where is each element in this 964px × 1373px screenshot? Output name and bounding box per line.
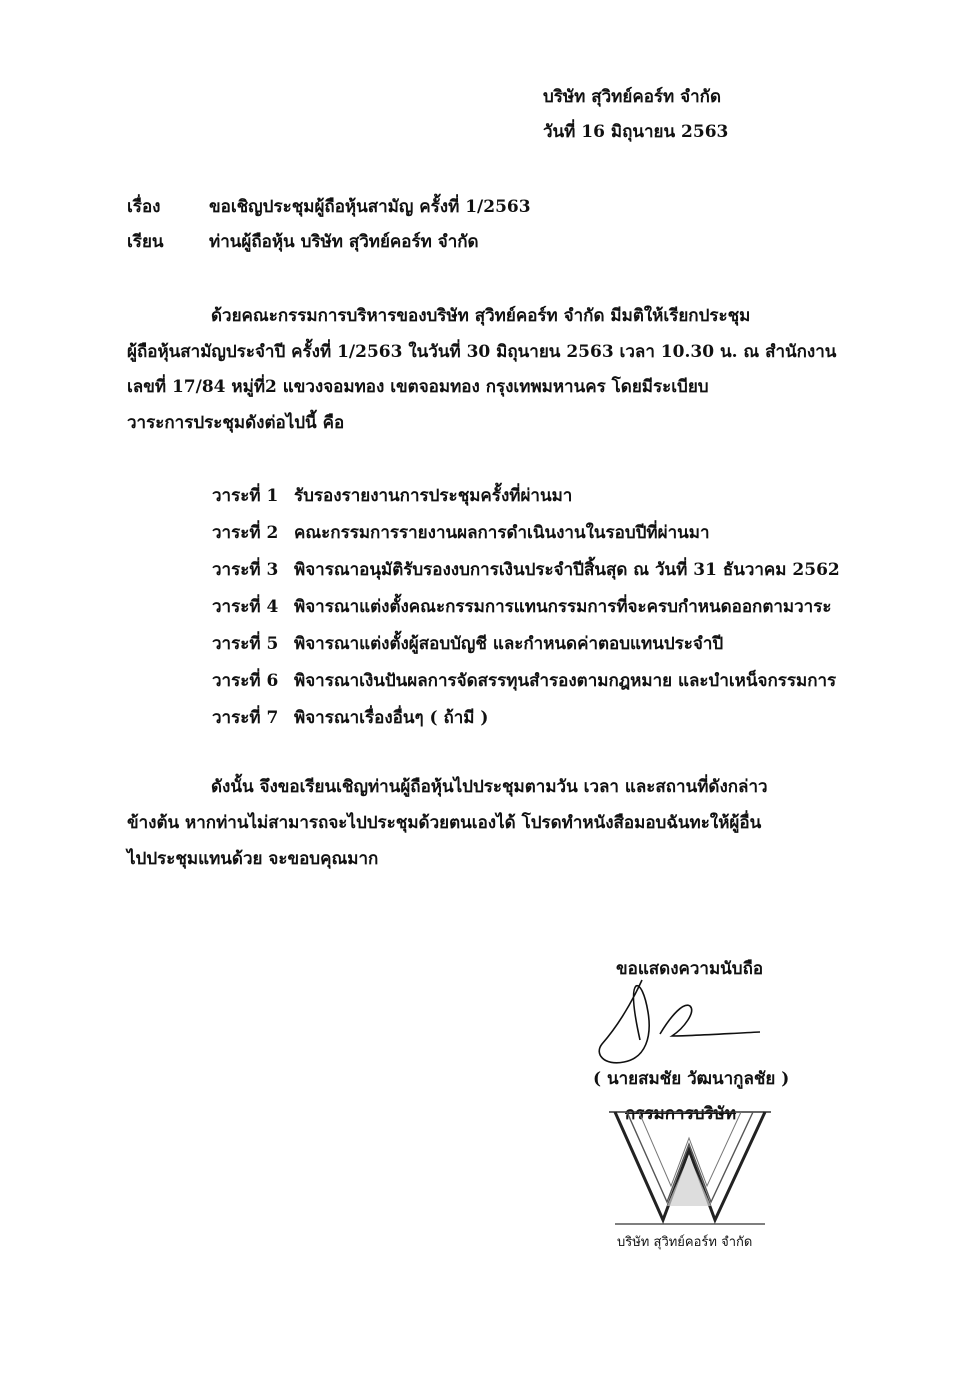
agenda-number: วาระที่ 6 [212, 671, 279, 691]
agenda-text: พิจารณาเงินปันผลการจัดสรรทุนสำรองตามกฎหมาย และบำเหน็จกรรมการ [294, 671, 837, 691]
intro-line-3: เลขที่ 17/84 หมู่ที่2 แขวงจอมทอง เขตจอมทอง กรุงเทพมหานคร โดยมีระเบียบ [127, 377, 709, 397]
closing-line-2: ข้างต้น หากท่านไม่สามารถจะไปประชุมด้วยตนเองได้ โปรดทำหนังสือมอบฉันทะให้ผู้อื่น [127, 813, 762, 833]
stamp-company-name: บริษัท สุวิทย์คอร์ท จำกัด [617, 1235, 753, 1250]
agenda-text: คณะกรรมการรายงานผลการดำเนินงานในรอบปีที่ผ่านมา [294, 523, 710, 543]
company-name: บริษัท สุวิทย์คอร์ท จำกัด [543, 87, 722, 107]
subject-text: ขอเชิญประชุมผู้ถือหุ้นสามัญ ครั้งที่ 1/2563 [209, 197, 531, 217]
recipient-label: เรียน [127, 232, 164, 252]
agenda-number: วาระที่ 2 [212, 523, 279, 543]
signatory-name: ( นายสมชัย วัฒนากูลชัย ) [593, 1069, 790, 1089]
agenda-number: วาระที่ 1 [212, 486, 279, 506]
intro-line-2: ผู้ถือหุ้นสามัญประจำปี ครั้งที่ 1/2563 ในวันที่ 30 มิถุนายน 2563 เวลา 10.30 น. ณ สำนักงาน [127, 342, 837, 362]
agenda-text: พิจารณาแต่งตั้งผู้สอบบัญชี และกำหนดค่าตอบแทนประจำปี [294, 634, 724, 654]
agenda-text: พิจารณาแต่งตั้งคณะกรรมการแทนกรรมการที่จะครบกำหนดออกตามวาระ [294, 597, 832, 617]
intro-line-4: วาระการประชุมดังต่อไปนี้ คือ [127, 413, 345, 433]
regards-text: ขอแสดงความนับถือ [616, 959, 764, 979]
agenda-text: พิจารณาอนุมัติรับรองงบการเงินประจำปีสิ้นสุด ณ วันที่ 31 ธันวาคม 2562 [294, 560, 840, 580]
agenda-number: วาระที่ 5 [212, 634, 279, 654]
company-stamp-logo [605, 1098, 775, 1228]
recipient-text: ท่านผู้ถือหุ้น บริษัท สุวิทย์คอร์ท จำกัด [209, 232, 479, 252]
agenda-text: พิจารณาเรื่องอื่นๆ ( ถ้ามี ) [294, 708, 489, 728]
agenda-number: วาระที่ 4 [212, 597, 279, 617]
agenda-number: วาระที่ 7 [212, 708, 279, 728]
agenda-number: วาระที่ 3 [212, 560, 279, 580]
handwritten-signature [590, 966, 770, 1076]
signatory-position: กรรมการบริษัท [625, 1104, 737, 1124]
closing-line-3: ไปประชุมแทนด้วย จะขอบคุณมาก [127, 849, 379, 869]
intro-line-1: ด้วยคณะกรรมการบริหารของบริษัท สุวิทย์คอร์ท จำกัด มีมติให้เรียกประชุม [211, 306, 751, 326]
letter-date: วันที่ 16 มิถุนายน 2563 [543, 122, 729, 142]
subject-label: เรื่อง [127, 197, 161, 217]
agenda-text: รับรองรายงานการประชุมครั้งที่ผ่านมา [294, 486, 573, 506]
closing-line-1: ดังนั้น จึงขอเรียนเชิญท่านผู้ถือหุ้นไปประชุมตามวัน เวลา และสถานที่ดังกล่าว [211, 777, 768, 797]
